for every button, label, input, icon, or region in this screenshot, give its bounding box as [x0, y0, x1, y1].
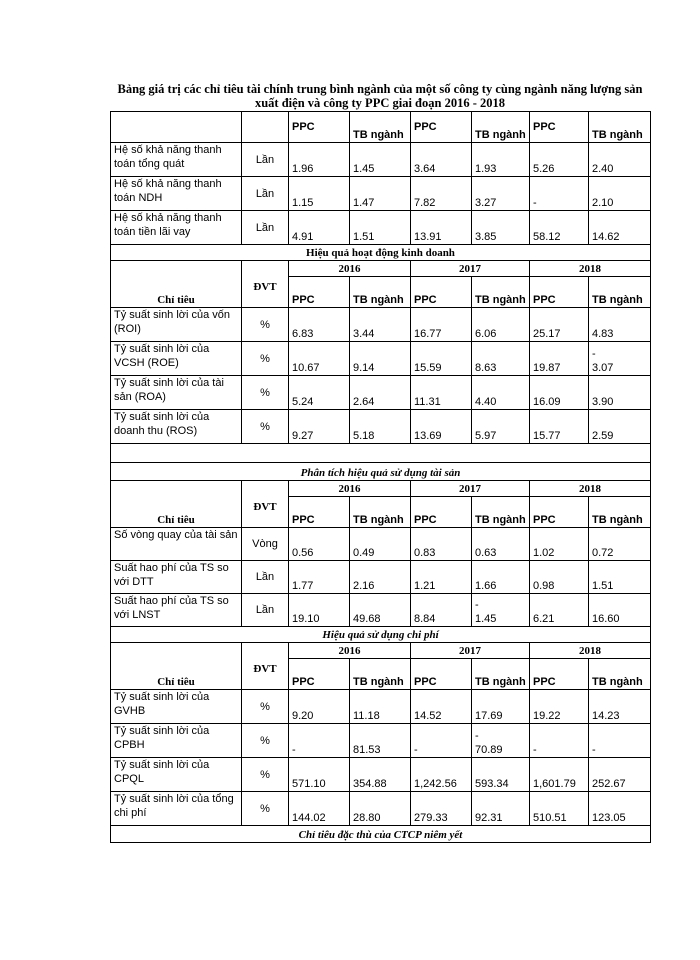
value-text: 3.07 [592, 362, 614, 374]
value-cell [589, 690, 651, 724]
value-cell [289, 143, 350, 177]
value-cell [411, 376, 472, 410]
value-cell [530, 561, 589, 594]
col-header-tb: TB ngành [350, 497, 411, 528]
col-header-tb: TB ngành [472, 659, 530, 690]
col-header-chitieu: Chỉ tiêu [111, 481, 242, 528]
row-unit: % [242, 410, 289, 444]
value-dash: - [475, 730, 479, 742]
value-text: 5.24 [292, 396, 314, 408]
value-text: 7.82 [414, 197, 436, 209]
row-unit: Vòng [242, 528, 289, 561]
value-cell [530, 342, 589, 376]
value-cell [289, 792, 350, 826]
col-header-ppc: PPC [530, 497, 589, 528]
col-header-ppc: PPC [289, 112, 350, 143]
row-label: Tỷ suất sinh lời của vốn (ROI) [111, 308, 242, 342]
row-label: Tỷ suất sinh lời của tài sản (ROA) [111, 376, 242, 410]
year-header: 2016 [289, 643, 411, 659]
value-cell [289, 528, 350, 561]
value-cell [289, 308, 350, 342]
value-text: 3.64 [414, 163, 436, 175]
value-cell [350, 376, 411, 410]
value-cell [589, 561, 651, 594]
row-unit: % [242, 758, 289, 792]
value-text: 0.49 [353, 547, 375, 559]
value-cell [350, 410, 411, 444]
value-text: 5.18 [353, 430, 375, 442]
value-text: 6.83 [292, 328, 314, 340]
year-header: 2018 [530, 261, 651, 277]
col-header-ppc: PPC [530, 277, 589, 308]
section-title-business: Hiệu quả hoạt động kinh doanh [111, 245, 651, 261]
value-cell [589, 342, 651, 376]
value-text: - [414, 744, 418, 756]
value-text: - [533, 744, 537, 756]
value-text: 1.77 [292, 580, 314, 592]
year-header: 2017 [411, 481, 530, 497]
value-cell [472, 211, 530, 245]
value-text: 8.63 [475, 362, 497, 374]
value-cell [589, 308, 651, 342]
value-cell [530, 594, 589, 627]
col-header-ppc: PPC [411, 497, 472, 528]
value-cell [530, 143, 589, 177]
value-text: 1.21 [414, 580, 436, 592]
value-text: 0.83 [414, 547, 436, 559]
table-row [111, 792, 651, 826]
table-row [111, 528, 651, 561]
value-text: 1,242.56 [414, 778, 457, 790]
row-unit: Lần [242, 594, 289, 627]
col-header-tb: TB ngành [589, 112, 651, 143]
value-cell [350, 690, 411, 724]
row-label: Hệ số khả năng thanh toán tiền lãi vay [111, 211, 242, 245]
value-cell [289, 342, 350, 376]
value-text: 0.72 [592, 547, 614, 559]
value-text: 15.59 [414, 362, 442, 374]
value-cell [411, 143, 472, 177]
year-header: 2016 [289, 261, 411, 277]
row-label: Tỷ suất sinh lời của GVHB [111, 690, 242, 724]
year-header: 2017 [411, 643, 530, 659]
value-text: 16.60 [592, 613, 620, 625]
row-unit: % [242, 724, 289, 758]
value-cell [472, 376, 530, 410]
value-cell [472, 690, 530, 724]
value-text: 0.63 [475, 547, 497, 559]
table-row [111, 690, 651, 724]
value-cell [350, 342, 411, 376]
row-label: Hệ số khả năng thanh toán tổng quát [111, 143, 242, 177]
value-text: - [592, 744, 596, 756]
value-text: 9.27 [292, 430, 314, 442]
value-cell [589, 594, 651, 627]
row-unit: Lần [242, 177, 289, 211]
spacer-row [111, 444, 651, 463]
value-cell [530, 792, 589, 826]
value-cell [589, 792, 651, 826]
value-text: 2.59 [592, 430, 614, 442]
value-text: 49.68 [353, 613, 381, 625]
value-cell [289, 561, 350, 594]
value-text: 11.31 [414, 396, 441, 408]
value-cell [589, 724, 651, 758]
row-unit: % [242, 792, 289, 826]
value-text: 252.67 [592, 778, 626, 790]
value-text: 1.45 [475, 613, 497, 625]
table-row [111, 342, 651, 376]
col-header-tb: TB ngành [472, 497, 530, 528]
value-cell [350, 561, 411, 594]
value-cell [289, 594, 350, 627]
value-text: 0.56 [292, 547, 314, 559]
value-text: 25.17 [533, 328, 561, 340]
value-cell [411, 561, 472, 594]
col-header-dvt: ĐVT [242, 481, 289, 528]
value-text: 2.16 [353, 580, 375, 592]
value-cell [350, 528, 411, 561]
value-text: 15.77 [533, 430, 561, 442]
row-unit: Lần [242, 211, 289, 245]
value-text: 19.10 [292, 613, 320, 625]
value-cell [350, 308, 411, 342]
footer-title: Chỉ tiêu đặc thù của CTCP niêm yết [111, 826, 651, 843]
col-header-ppc: PPC [289, 659, 350, 690]
col-header-ppc: PPC [411, 112, 472, 143]
section-row [111, 627, 651, 643]
value-text: 3.44 [353, 328, 375, 340]
value-text: 16.77 [414, 328, 442, 340]
value-text: 14.52 [414, 710, 442, 722]
value-cell [411, 308, 472, 342]
value-cell [530, 410, 589, 444]
value-cell [530, 690, 589, 724]
col-header-tb: TB ngành [589, 659, 651, 690]
value-cell [411, 690, 472, 724]
table-row [111, 177, 651, 211]
row-label: Hệ số khả năng thanh toán NDH [111, 177, 242, 211]
value-cell [350, 594, 411, 627]
value-cell [472, 724, 530, 758]
value-text: 14.23 [592, 710, 620, 722]
value-text: 510.51 [533, 812, 567, 824]
value-text: 8.84 [414, 613, 436, 625]
value-cell [411, 211, 472, 245]
financial-indicators-table [110, 111, 651, 843]
row-label: Tỷ suất sinh lời của CPQL [111, 758, 242, 792]
value-text: 19.22 [533, 710, 561, 722]
value-cell [472, 758, 530, 792]
value-cell [289, 724, 350, 758]
empty-cell [111, 444, 651, 463]
value-text: 0.98 [533, 580, 555, 592]
empty-cell [111, 112, 242, 143]
value-cell [350, 177, 411, 211]
col-header-tb: TB ngành [589, 497, 651, 528]
value-text: 2.10 [592, 197, 614, 209]
value-text: 2.64 [353, 396, 375, 408]
value-cell [589, 528, 651, 561]
value-cell [472, 342, 530, 376]
value-text: 144.02 [292, 812, 326, 824]
value-cell [472, 528, 530, 561]
value-text: 1.02 [533, 547, 555, 559]
value-cell [589, 376, 651, 410]
value-cell [411, 594, 472, 627]
row-unit: % [242, 690, 289, 724]
row-label: Suất hao phí của TS so với DTT [111, 561, 242, 594]
value-cell [472, 561, 530, 594]
section-row [111, 826, 651, 843]
value-text: 593.34 [475, 778, 509, 790]
value-text: 3.90 [592, 396, 614, 408]
value-cell [350, 724, 411, 758]
table-row [111, 211, 651, 245]
row-label: Tỷ suất sinh lời của tổng chi phí [111, 792, 242, 826]
table-row [111, 143, 651, 177]
value-cell [530, 177, 589, 211]
value-cell [289, 211, 350, 245]
value-text: 1.93 [475, 163, 497, 175]
value-text: 123.05 [592, 812, 626, 824]
value-text: 6.21 [533, 613, 555, 625]
col-header-dvt: ĐVT [242, 261, 289, 308]
value-cell [589, 177, 651, 211]
empty-cell [242, 112, 289, 143]
value-cell [472, 792, 530, 826]
col-header-tb: TB ngành [350, 112, 411, 143]
value-cell [350, 792, 411, 826]
value-text: 9.14 [353, 362, 375, 374]
year-header: 2017 [411, 261, 530, 277]
value-cell [530, 211, 589, 245]
value-cell [530, 376, 589, 410]
value-text: 354.88 [353, 778, 387, 790]
value-cell [411, 792, 472, 826]
value-cell [289, 690, 350, 724]
value-text: 9.20 [292, 710, 314, 722]
value-cell [589, 211, 651, 245]
value-cell [411, 724, 472, 758]
section-title-costs: Hiệu quả sử dụng chi phí [111, 627, 651, 643]
value-cell [411, 758, 472, 792]
year-header: 2018 [530, 643, 651, 659]
value-text: 4.40 [475, 396, 497, 408]
row-label: Tỷ suất sinh lời của VCSH (ROE) [111, 342, 242, 376]
value-text: 1.45 [353, 163, 375, 175]
col-header-ppc: PPC [411, 277, 472, 308]
section-row [111, 245, 651, 261]
table-row [111, 758, 651, 792]
table-row [111, 561, 651, 594]
value-cell [411, 177, 472, 211]
year-header-row [111, 481, 651, 497]
value-text: 279.33 [414, 812, 448, 824]
col-header-tb: TB ngành [472, 277, 530, 308]
header-row [111, 112, 651, 143]
table-row [111, 724, 651, 758]
value-text: 28.80 [353, 812, 381, 824]
row-label: Số vòng quay của tài sản [111, 528, 242, 561]
value-cell [472, 143, 530, 177]
section-title-assets: Phân tích hiệu quả sử dụng tài sản [111, 463, 651, 481]
value-text: 13.91 [414, 231, 442, 243]
value-cell [411, 410, 472, 444]
value-text: 70.89 [475, 744, 503, 756]
value-text: 10.67 [292, 362, 320, 374]
value-text: 1.15 [292, 197, 314, 209]
value-dash: - [475, 599, 479, 611]
row-unit: % [242, 342, 289, 376]
value-cell [530, 724, 589, 758]
row-label: Tỷ suất sinh lời của CPBH [111, 724, 242, 758]
value-text: 2.40 [592, 163, 614, 175]
row-unit: Lần [242, 143, 289, 177]
year-header-row [111, 643, 651, 659]
value-cell [289, 410, 350, 444]
value-text: 3.85 [475, 231, 497, 243]
value-cell [530, 528, 589, 561]
value-cell [472, 177, 530, 211]
col-header-tb: TB ngành [350, 659, 411, 690]
value-cell [350, 211, 411, 245]
value-text: 58.12 [533, 231, 561, 243]
value-cell [411, 342, 472, 376]
col-header-tb: TB ngành [350, 277, 411, 308]
value-text: - [533, 197, 537, 209]
table-row [111, 308, 651, 342]
row-label: Suất hao phí của TS so với LNST [111, 594, 242, 627]
value-cell [411, 528, 472, 561]
value-text: 4.83 [592, 328, 614, 340]
col-header-ppc: PPC [530, 112, 589, 143]
value-dash: - [592, 348, 596, 360]
col-header-chitieu: Chỉ tiêu [111, 643, 242, 690]
section-row [111, 463, 651, 481]
row-unit: % [242, 308, 289, 342]
value-cell [589, 410, 651, 444]
table-row [111, 594, 651, 627]
col-header-chitieu: Chỉ tiêu [111, 261, 242, 308]
value-text: 4.91 [292, 231, 314, 243]
table-row [111, 376, 651, 410]
value-cell [350, 143, 411, 177]
row-unit: % [242, 376, 289, 410]
col-header-tb: TB ngành [472, 112, 530, 143]
value-text: 1.47 [353, 197, 375, 209]
col-header-ppc: PPC [289, 497, 350, 528]
value-text: 1,601.79 [533, 778, 576, 790]
row-unit: Lần [242, 561, 289, 594]
value-text: 19.87 [533, 362, 561, 374]
value-text: 1.51 [353, 231, 375, 243]
value-text: 13.69 [414, 430, 442, 442]
value-cell [289, 177, 350, 211]
value-cell [289, 758, 350, 792]
value-cell [472, 594, 530, 627]
value-text: 81.53 [353, 744, 381, 756]
year-header-row [111, 261, 651, 277]
value-text: 16.09 [533, 396, 561, 408]
value-text: 1.96 [292, 163, 314, 175]
value-text: - [292, 744, 296, 756]
col-header-dvt: ĐVT [242, 643, 289, 690]
value-text: 3.27 [475, 197, 497, 209]
year-header: 2018 [530, 481, 651, 497]
table-row [111, 410, 651, 444]
value-cell [289, 376, 350, 410]
value-text: 17.69 [475, 710, 503, 722]
value-cell [472, 410, 530, 444]
value-cell [472, 308, 530, 342]
year-header: 2016 [289, 481, 411, 497]
value-text: 5.26 [533, 163, 555, 175]
value-cell [589, 758, 651, 792]
value-cell [530, 308, 589, 342]
col-header-ppc: PPC [411, 659, 472, 690]
value-cell [589, 143, 651, 177]
table-title: Bảng giá trị các chỉ tiêu tài chính trung bình ngành của một số công ty cùng ngành năng lượng sản xuất điện và công ty PPC giai đoạn 2016 - 2018 [117, 82, 643, 110]
col-header-ppc: PPC [530, 659, 589, 690]
value-cell [530, 758, 589, 792]
value-cell [350, 758, 411, 792]
value-text: 1.51 [592, 580, 614, 592]
value-text: 1.66 [475, 580, 497, 592]
value-text: 6.06 [475, 328, 497, 340]
value-text: 5.97 [475, 430, 497, 442]
value-text: 11.18 [353, 710, 380, 722]
col-header-tb: TB ngành [589, 277, 651, 308]
col-header-ppc: PPC [289, 277, 350, 308]
value-text: 571.10 [292, 778, 326, 790]
value-text: 14.62 [592, 231, 620, 243]
row-label: Tỷ suất sinh lời của doanh thu (ROS) [111, 410, 242, 444]
value-text: 92.31 [475, 812, 503, 824]
